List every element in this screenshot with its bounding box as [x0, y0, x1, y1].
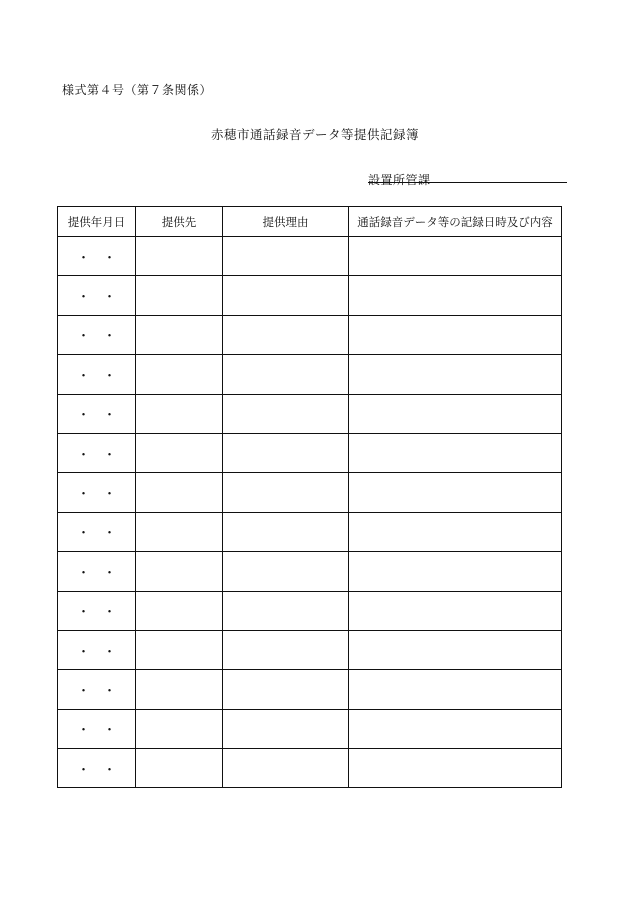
date-placeholder: ・ ・: [76, 290, 116, 306]
provision-date-cell[interactable]: [58, 591, 136, 630]
recording-details-cell[interactable]: [349, 630, 562, 669]
date-placeholder: ・ ・: [76, 683, 116, 699]
date-placeholder: ・ ・: [76, 329, 116, 345]
recipient-cell[interactable]: [136, 276, 223, 315]
recording-details-cell[interactable]: [349, 276, 562, 315]
recipient-cell[interactable]: [136, 394, 223, 433]
provision-date-cell[interactable]: [58, 630, 136, 669]
recipient-cell[interactable]: [136, 709, 223, 748]
department-field[interactable]: [368, 169, 567, 187]
reason-cell[interactable]: [223, 670, 349, 709]
recipient-cell[interactable]: [136, 355, 223, 394]
recipient-cell[interactable]: [136, 630, 223, 669]
recording-details-cell[interactable]: [349, 670, 562, 709]
recipient-cell[interactable]: [136, 433, 223, 472]
table-row: [58, 237, 562, 276]
provision-date-cell[interactable]: [58, 670, 136, 709]
document-title: 赤穂市通話録音データ等提供記録簿: [210, 127, 419, 142]
date-placeholder: ・ ・: [76, 447, 116, 463]
recipient-cell[interactable]: [136, 670, 223, 709]
recipient-cell[interactable]: [136, 237, 223, 276]
provision-date-cell[interactable]: [58, 394, 136, 433]
table-row: [58, 433, 562, 472]
department-label: 設置所管課: [368, 173, 431, 187]
record-body: [58, 237, 562, 788]
provision-date-cell[interactable]: [58, 315, 136, 354]
date-placeholder: ・ ・: [76, 644, 116, 660]
recording-details-cell[interactable]: [349, 749, 562, 788]
date-placeholder: ・ ・: [76, 526, 116, 542]
reason-cell[interactable]: [223, 237, 349, 276]
reason-cell[interactable]: [223, 749, 349, 788]
provision-date-cell[interactable]: [58, 749, 136, 788]
recipient-cell[interactable]: [136, 512, 223, 551]
table-row: [58, 749, 562, 788]
recording-details-cell[interactable]: [349, 552, 562, 591]
table-row: [58, 473, 562, 512]
recipient-cell[interactable]: [136, 591, 223, 630]
table-row: [58, 591, 562, 630]
reason-cell[interactable]: [223, 630, 349, 669]
recording-details-cell[interactable]: [349, 237, 562, 276]
reason-cell[interactable]: [223, 276, 349, 315]
table-row: [58, 512, 562, 551]
reason-cell[interactable]: [223, 591, 349, 630]
reason-cell[interactable]: [223, 709, 349, 748]
header-recipient: 提供先: [136, 207, 223, 237]
table-row: [58, 709, 562, 748]
reason-cell[interactable]: [223, 473, 349, 512]
table-row: [58, 630, 562, 669]
recording-details-cell[interactable]: [349, 433, 562, 472]
date-placeholder: ・ ・: [76, 487, 116, 503]
header-reason: 提供理由: [223, 207, 349, 237]
table-row: [58, 552, 562, 591]
table-row: [58, 670, 562, 709]
provision-date-cell[interactable]: [58, 433, 136, 472]
provision-date-cell[interactable]: [58, 512, 136, 551]
record-table: [57, 206, 562, 788]
recording-details-cell[interactable]: [349, 473, 562, 512]
provision-date-cell[interactable]: [58, 709, 136, 748]
date-placeholder: ・ ・: [76, 250, 116, 266]
recording-details-cell[interactable]: [349, 709, 562, 748]
provision-date-cell[interactable]: [58, 276, 136, 315]
recipient-cell[interactable]: [136, 473, 223, 512]
recipient-cell[interactable]: [136, 315, 223, 354]
table-row: [58, 394, 562, 433]
recording-details-cell[interactable]: [349, 394, 562, 433]
header-provision-date: 提供年月日: [58, 207, 136, 237]
recording-details-cell[interactable]: [349, 591, 562, 630]
recipient-cell[interactable]: [136, 749, 223, 788]
provision-date-cell[interactable]: [58, 355, 136, 394]
date-placeholder: ・ ・: [76, 723, 116, 739]
date-placeholder: ・ ・: [76, 368, 116, 384]
recording-details-cell[interactable]: [349, 355, 562, 394]
date-placeholder: ・ ・: [76, 408, 116, 424]
date-placeholder: ・ ・: [76, 565, 116, 581]
recipient-cell[interactable]: [136, 552, 223, 591]
reason-cell[interactable]: [223, 315, 349, 354]
table-row: [58, 276, 562, 315]
provision-date-cell[interactable]: [58, 473, 136, 512]
reason-cell[interactable]: [223, 394, 349, 433]
date-placeholder: ・ ・: [76, 762, 116, 778]
date-placeholder: ・ ・: [76, 605, 116, 621]
recording-details-cell[interactable]: [349, 315, 562, 354]
reason-cell[interactable]: [223, 512, 349, 551]
reason-cell[interactable]: [223, 355, 349, 394]
header-recording-details: 通話録音データ等の記録日時及び内容: [349, 207, 562, 237]
reason-cell[interactable]: [223, 552, 349, 591]
recording-details-cell[interactable]: [349, 512, 562, 551]
header-row: [58, 207, 562, 237]
form-number: 様式第４号（第７条関係）: [62, 83, 213, 97]
table-row: [58, 355, 562, 394]
provision-date-cell[interactable]: [58, 237, 136, 276]
table-row: [58, 315, 562, 354]
provision-date-cell[interactable]: [58, 552, 136, 591]
reason-cell[interactable]: [223, 433, 349, 472]
